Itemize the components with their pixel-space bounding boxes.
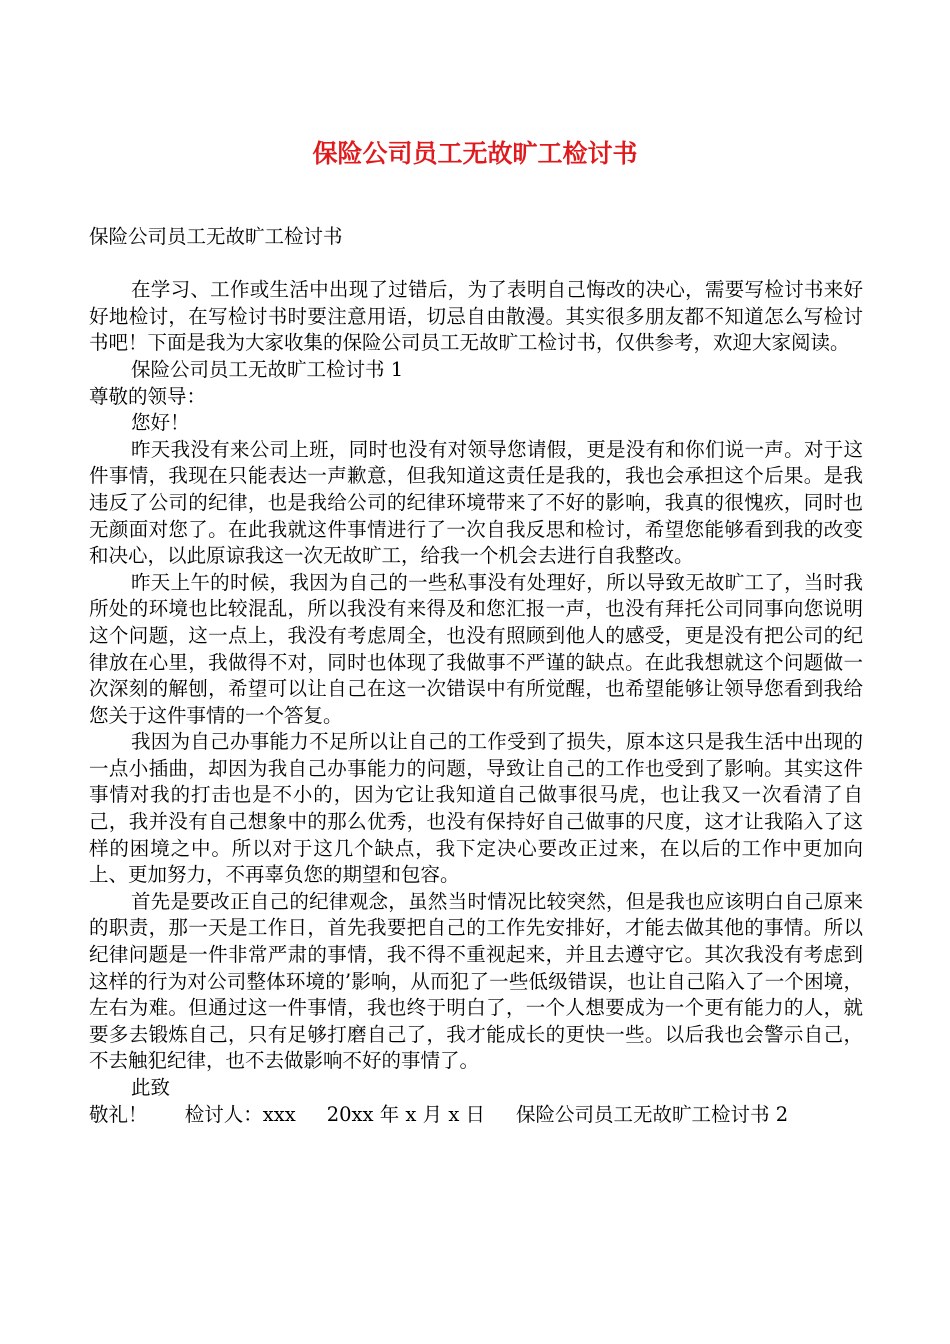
closing-salute: 敬礼！: [89, 1102, 148, 1126]
signature-line: [89, 1102, 863, 1129]
section-title-2: 保险公司员工无故旷工检讨书 2: [516, 1102, 789, 1126]
body-paragraph: 我因为自己办事能力不足所以让自己的工作受到了损失，原本这只是我生活中出现的一点小插曲，却因为我自己办事能力的问题，导致让自己的工作也受到了影响。其实这件事情对我的打击也是不小的，因为它让我知道自己做事很马虎，也让我又一次看清了自己，我并没有自己想象中的那么优秀，也没有保持好自己做事的尺度，这才让我陷入了这样的困境之中。所以对于这几个缺点，我下定决心要改正过来，在以后的工作中更加向上、更加努力，不再辜负您的期望和包容。: [89, 730, 863, 887]
body-paragraph: 首先是要改正自己的纪律观念，虽然当时情况比较突然，但是我也应该明白自己原来的职责，那一天是工作日，首先我要把自己的工作先安排好，才能去做其他的事情。所以纪律问题是一件非常严肃的事情，我不得不重视起来，并且去遵守它。其次我没有考虑到这样的行为对公司整体环境的’影响，从而犯了一些低级错误，也让自己陷入了一个困境，左右为难。但通过这一件事情，我也终于明白了，一个人想要成为一个更有能力的人，就要多去锻炼自己，只有足够打磨自己了，我才能成长的更快一些。以后我也会警示自己，不去触犯纪律，也不去做影响不好的事情了。: [89, 889, 863, 1073]
document-body: [89, 224, 863, 1128]
date: 20xx 年 x 月 x 日: [326, 1102, 486, 1126]
signer: 检讨人：xxx: [184, 1102, 296, 1126]
intro-paragraph: 在学习、工作或生活中出现了过错后，为了表明自己悔改的决心，需要写检讨书来好好地检讨，在写检讨书时要注意用语，切忌自由散漫。其实很多朋友都不知道怎么写检讨书吧！下面是我为大家收集的保险公司员工无故旷工检讨书，仅供参考，欢迎大家阅读。: [89, 278, 863, 355]
closing-line: 此致: [131, 1076, 171, 1099]
section-title-1: 保险公司员工无故旷工检讨书 1: [131, 357, 404, 381]
body-paragraph: 昨天上午的时候，我因为自己的一些私事没有处理好，所以导致无故旷工了，当时我所处的环境也比较混乱，所以我没有来得及和您汇报一声，也没有拜托公司同事向您说明这个问题，这一点上，我没有考虑周全，也没有照顾到他人的感受，更是没有把公司的纪律放在心里，我做得不对，同时也体现了我做事不严谨的缺点。在此我想就这个问题做一次深刻的解刨，希望可以让自己在这一次错误中有所觉醒，也希望能够让领导您看到我给您关于这件事情的一个答复。: [89, 570, 863, 727]
document-heading: 保险公司员工无故旷工检讨书: [89, 225, 343, 248]
greeting: 您好！: [131, 411, 190, 435]
body-paragraph: 昨天我没有来公司上班，同时也没有对领导您请假，更是没有和你们说一声。对于这件事情，我现在只能表达一声歉意，但我知道这责任是我的，我也会承担这个后果。是我违反了公司的纪律，也是我给公司的纪律环境带来了不好的影响，我真的很愧疚，同时也无颜面对您了。在此我就这件事情进行了一次自我反思和检讨，希望您能够看到我的改变和决心，以此原谅我这一次无故旷工，给我一个机会去进行自我整改。: [89, 437, 863, 568]
document-title: 保险公司员工无故旷工检讨书: [312, 139, 638, 168]
salutation: 尊敬的领导：: [89, 384, 207, 408]
